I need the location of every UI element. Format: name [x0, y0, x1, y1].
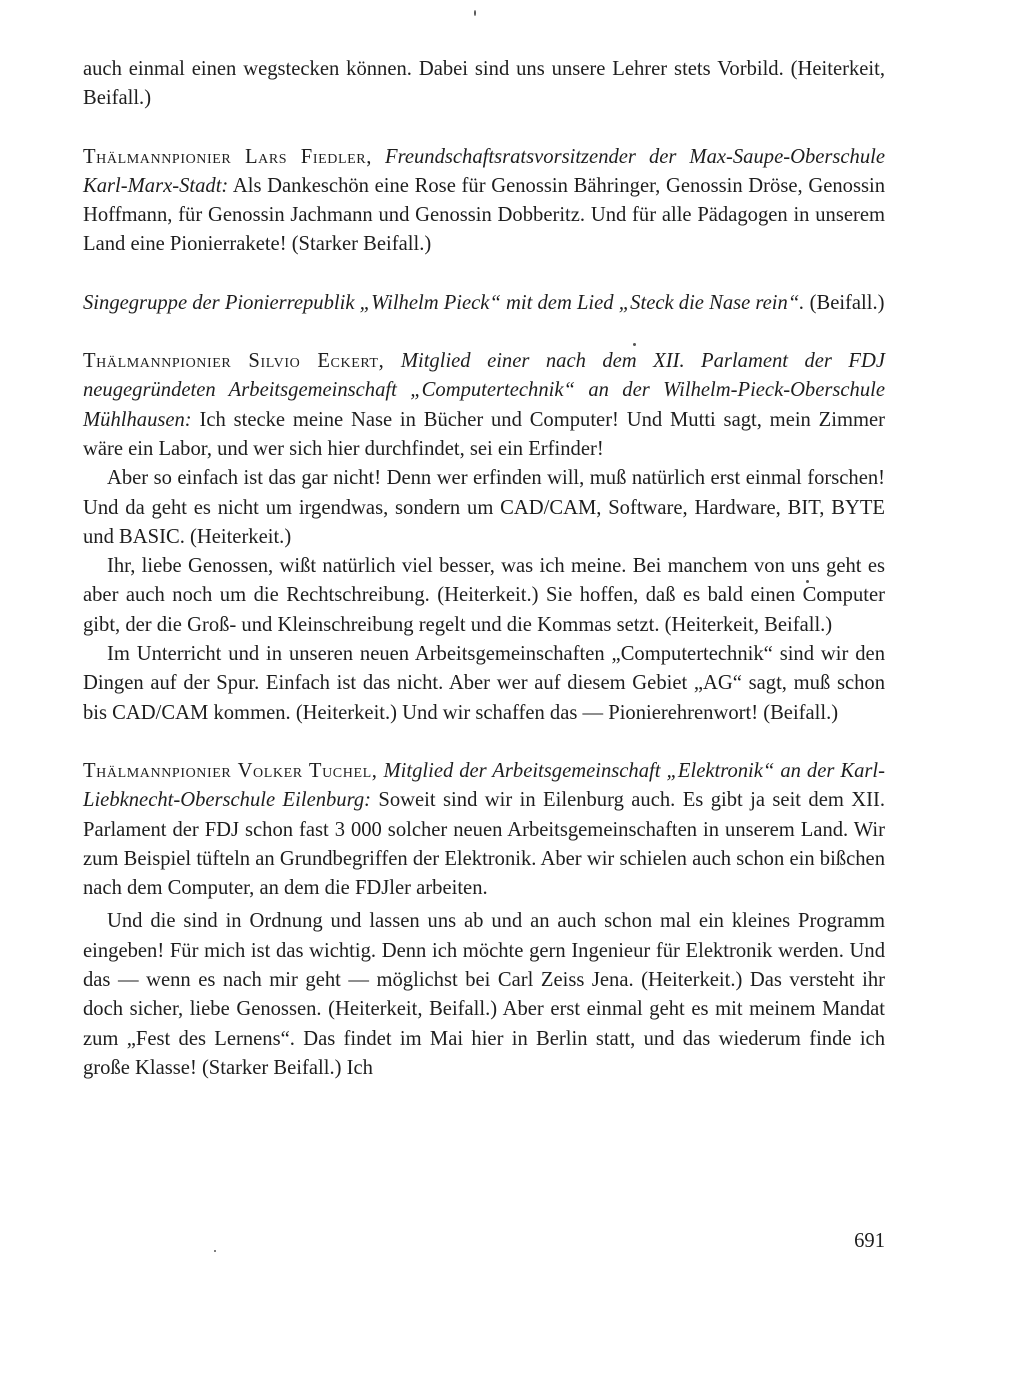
paragraph-text: Und die sind in Ordnung und lassen uns ab und an auch schon mal ein kleines Programm eingeben! Für mich ist das wichtig. Denn ich möchte gern Ingenieur für Elektronik werden. Und das — wenn es nach mir geht — möglichst bei Carl Zeiss Jena. (Heiterkeit.) Das versteht ihr doch sicher, liebe Genossen. (Heiterkeit, Beifall.) Aber erst einmal geht es mit meinem Mandat zum „Fest des Lernens“. Das findet im Mai hier in Berlin statt, und das wiederum finde ich große Klasse! (Starker Beifall.) Ich [83, 910, 885, 1079]
speaker-role: Mitglied der Arbeitsgemeinschaft „Elektronik“ an der Karl-Liebknecht-Oberschule Eilenburg: [83, 759, 885, 812]
speech-text: Ich stecke meine Nase in Bücher und Computer! Und Mutti sagt, mein Zimmer wäre ein Labor, und wer sich hier durchfindet, sei ein Erfinder! [83, 408, 885, 460]
paragraph-text: Im Unterricht und in unseren neuen Arbeitsgemeinschaften „Computertechnik“ sind wir den Dingen auf der Spur. Einfach ist das nicht. Aber wer auf diesem Gebiet „AG“ sagt, muß schon bis CAD/CAM kommen. (Heiterkeit.) Und wir schaffen das — Pionierehrenwort! (Beifall.) [83, 643, 885, 724]
speech-paragraph [83, 552, 885, 640]
speech-paragraph [83, 907, 885, 1083]
speech-text: Soweit sind wir in Eilenburg auch. Es gibt ja seit dem XII. Parlament der FDJ schon fast 3 000 solcher neuen Arbeitsgemeinschaften in unserem Land. Wir zum Beispiel tüfteln an Grundbegriffen der Elektronik. Aber wir schielen auch schon ein bißchen nach dem Computer, an dem die FDJler arbeiten. [83, 789, 886, 900]
paragraph-continuation [83, 55, 885, 114]
speech-volker-tuchel [83, 757, 885, 903]
document-page [83, 55, 885, 1083]
speaker-name: Thälmannpionier Volker Tuchel, [83, 759, 378, 782]
speaker-name: Thälmannpionier Silvio Eckert, [83, 350, 385, 373]
scan-speck [633, 343, 636, 346]
speaker-role: Freundschaftsratsvorsitzender der Max-Saupe-Oberschule Karl-Marx-Stadt: [83, 145, 886, 197]
applause-note: (Beifall.) [809, 291, 885, 314]
speech-text: Als Dankeschön eine Rose für Genossin Bähringer, Genossin Dröse, Genossin Hoffmann, für Genossin Jachmann und Genossin Dobberitz. Und für alle Pädagogen in unserem Land eine Pionierrakete! (Starker Beifall.) [83, 174, 885, 256]
page-number: 691 [854, 1230, 885, 1252]
scan-speck [214, 1250, 216, 1252]
scan-speck [806, 580, 809, 583]
stage-direction-text: Singegruppe der Pionierrepublik „Wilhelm Pieck“ mit dem Lied „Steck die Nase rein“. [83, 291, 805, 314]
speech-lars-fiedler [83, 143, 885, 260]
paragraph-text: Aber so einfach ist das gar nicht! Denn wer erfinden will, muß natürlich erst einmal forschen! Und da geht es nicht um irgendwas, sondern um CAD/CAM, Software, Hardware, BIT, BYTE und BASIC. (Heiterkeit.) [83, 467, 885, 548]
speaker-name: Thälmannpionier Lars Fiedler, [83, 145, 372, 168]
scan-speck [474, 10, 476, 16]
paragraph-text: Ihr, liebe Genossen, wißt natürlich viel besser, was ich meine. Bei manchem von uns geht es aber auch noch um die Rechtschreibung. (Heiterkeit.) Sie hoffen, daß es bald einen Computer gibt, der die Groß- und Kleinschreibung regelt und die Kommas setzt. (Heiterkeit, Beifall.) [83, 555, 885, 636]
stage-direction-singegruppe [83, 289, 885, 318]
speaker-role: Mitglied einer nach dem XII. Parlament der FDJ neugegründeten Arbeitsgemeinschaft „Computertechnik“ an der Wilhelm-Pieck-Oberschule Mühlhausen: [83, 350, 885, 431]
speech-paragraph [83, 464, 885, 552]
speech-paragraph [83, 640, 885, 728]
speech-silvio-eckert [83, 347, 885, 464]
paragraph-text: auch einmal einen wegstecken können. Dabei sind uns unsere Lehrer stets Vorbild. (Heiterkeit, Beifall.) [83, 58, 885, 110]
